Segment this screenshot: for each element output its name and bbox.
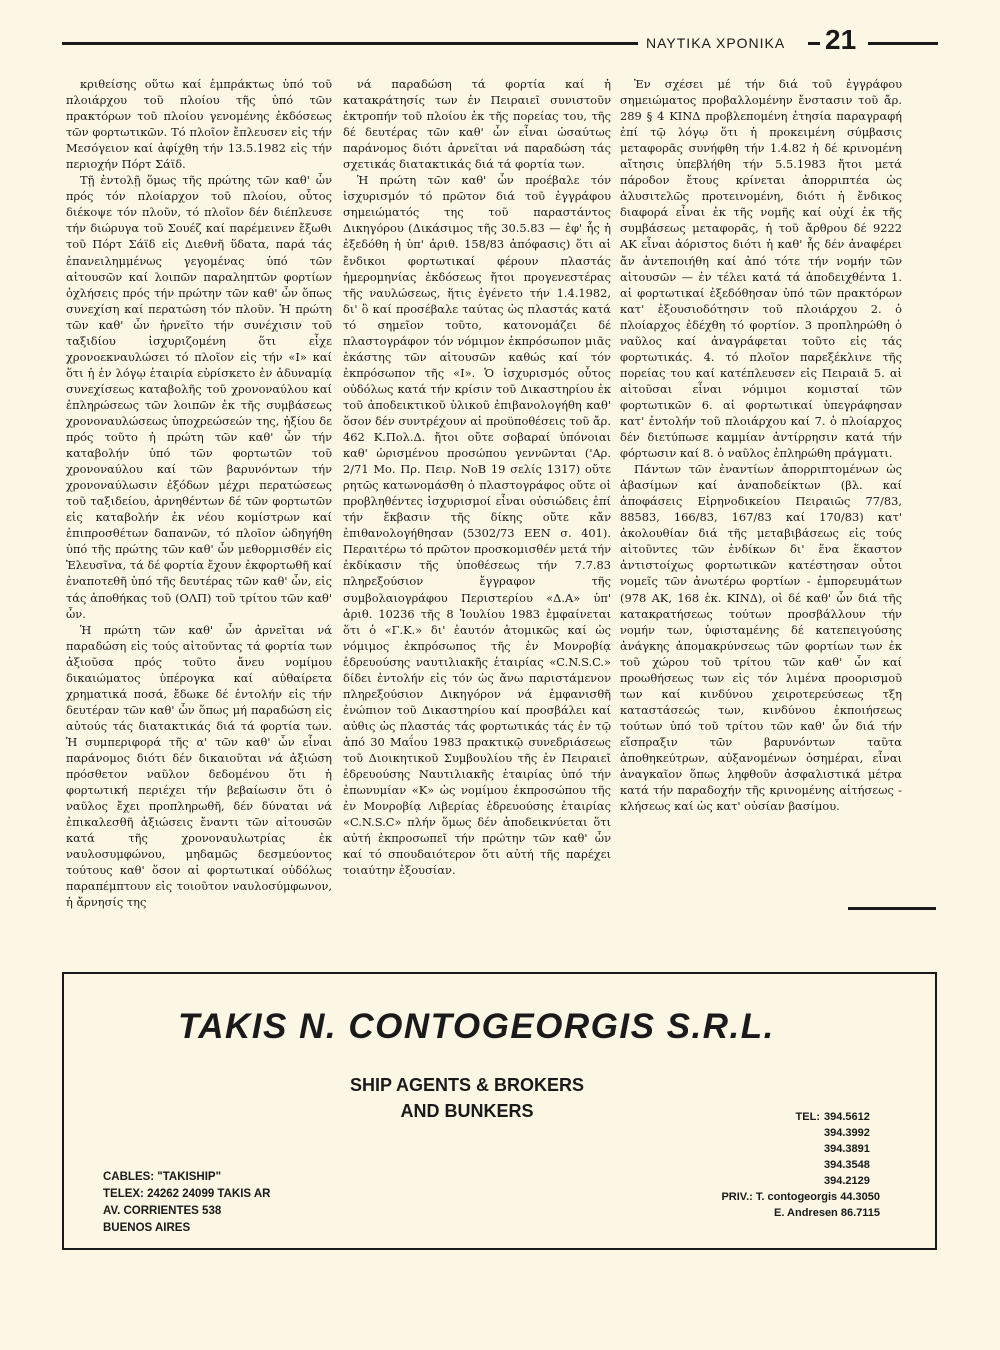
ad-company-name: TAKIS N. CONTOGEORGIS S.R.L. [178, 1007, 775, 1046]
ad-phone-block [690, 1109, 880, 1221]
text-column-3 [620, 76, 902, 814]
text-column-2 [343, 76, 611, 878]
paragraph: νά παραδώση τά φορτία καί ἡ κατακράτησίς των ἐν Πειραιεῖ συνιστοῦν ἐκτροπήν τοῦ πλοίου ἐκ τῆς πορείας του, τῆς δέ δευτέρας τῶν καθ' ὧν εἶναι ὡσαύτως παράνομος διότι ἀρνεῖται νά παραδώση τάς σχετικάς διατακτικάς διά τά φορτία των. [343, 77, 611, 172]
paragraph: Ἡ πρώτη τῶν καθ' ὧν ἀρνεῖται νά παραδώση εἰς τούς αἰτοῦντας τά φορτία των ἀξιοῦσα πρός τοῦτο ἄνευ νομίμου δικαιώματος ὑπέρογκα καί αὐθαίρετα χρηματικά ποσά, ἔδωκε δέ ἐντολήν εἰς τήν δευτέραν τῶν καθ' ὧν ὅπως μή παραδώση εἰς αὐτούς τάς διατακτικάς διά τά φορτία των. Ἡ συμπεριφορά τῆς α' τῶν καθ' ὧν εἶναι παράνομος διότι δέν δικαιοῦται νά ἀξιώση πρόσθετον ναῦλον δεδομένου ὅτι ἡ φορτωτική περιέχει τήν βεβαίωσιν ὅτι ὁ ναῦλος ἔχει προπληρωθῆ, δέν δύναται νά ἐπικαλεσθῆ ἀξιώσεις ἔναντι τῶν αἰτουσῶν κατά τῆς χρονοναυλωτρίας ἐκ ναυλοσυμφώνου, μηδαμῶς δεσμεύοντος τούτους καθ' ὅσον αἱ φορτωτικαί οὐδόλως παραπέμπτουν εἰς τοιοῦτον ναυλοσύμφωνον, ἡ ἄρνησίς της [66, 622, 332, 910]
paragraph: Τῇ ἐντολῇ ὅμως τῆς πρώτης τῶν καθ' ὧν πρός τόν πλοίαρχον τοῦ πλοίου, οὗτος διέκοψε τόν πλοῦν, τό πλοῖον δέν διέπλευσε τήν διώρυγα τοῦ Σουέζ καί παρέμεινεν ἔξωθι τοῦ Πόρτ Σάϊδ εἰς Διεθνῆ ὕδατα, παρά τάς ἐπανειλημμένως γεγομένας ὑπό τῶν αἰτουσῶν καί λοιπῶν παραληπτῶν φορτίων ὀχλήσεις πρός τήν πρώτην τῶν καθ' ὧν ὅπως συνεχίση καί περατώση τόν πλοῦν. Ἡ πρώτη τῶν καθ' ὧν ἠρνεῖτο τήν συνέχισιν τοῦ ταξιδίου ἰσχυριζομένη ὅτι εἶχε χρονοεκναυλώσει τό πλοῖον εἰς τήν «Ι» καί ὅτι ἡ ἐν λόγῳ ἑταιρία εὑρίσκετο ἐν ἀδυναμίᾳ συνεχίσεως καταβολῆς τοῦ χρονοναύλου καί ἐπληρώσεως τῶν λοιπῶν ἐκ τῆς συμβάσεως χρονοναυλώσεως ὑποχρεώσεών της, ἠξίου δε πρός τοῦτο ἡ πρώτη τῶν καθ' ὧν τήν καταβολήν ὑπό τῶν φορτωτῶν τοῦ χρονοναύλου καί τῶν βαρυνόντων τήν χρονοναύλωσιν ἐξόδων μέχρι περατώσεως τοῦ ταξιδείου, ἀρνηθέντων δέ τῶν φορτωτῶν εἰς καταβολήν ἐκ νέου κομίστρων καί ἐπιπροσθέτων δαπανῶν, τό πλοῖον ὡδηγήθη ὑπό τῆς πρώτης τῶν καθ' ὧν μεθορμισθέν εἰς Ἐλευσῖνα, τά δέ φορτία ἔχουν ἐκφορτωθῆ καί ἐναποτεθῆ ὑπό τῆς δευτέρας τῶν καθ' ὧν, εἰς τάς ἀποθήκας τοῦ (ΟΛΠ) τοῦ τρίτου τῶν καθ' ὧν. [66, 173, 332, 621]
ad-telex: TELEX: 24262 24099 TAKIS AR [103, 1188, 271, 1200]
ad-phone-row [690, 1125, 880, 1141]
ad-address-line: AV. CORRIENTES 538 [103, 1205, 222, 1217]
ad-phone-row [690, 1141, 880, 1157]
header-rule [808, 42, 820, 45]
ad-phone-row [690, 1157, 880, 1173]
ad-address-line: BUENOS AIRES [103, 1222, 191, 1234]
header-rule [868, 42, 938, 45]
text-column-1 [66, 76, 332, 910]
ad-phone-row [690, 1173, 880, 1189]
ad-tagline-line: SHIP AGENTS & BROKERS [349, 1075, 585, 1095]
ad-tagline [322, 1072, 612, 1124]
header-rule [62, 42, 638, 45]
ad-tel-number: 394.2129 [824, 1175, 870, 1187]
ad-private-phone: PRIV.: T. contogeorgis 44.3050 [721, 1191, 880, 1203]
article-end-rule [848, 907, 936, 910]
ad-cables: CABLES: "TAKISHIP" [103, 1171, 222, 1183]
ad-tagline-line: AND BUNKERS [400, 1101, 534, 1121]
ad-contact-block [103, 1169, 270, 1237]
paragraph: Ἡ πρώτη τῶν καθ' ὧν προέβαλε τόν ἰσχυρισμόν τό πρῶτον διά τοῦ ἐγγράφου σημειώματός της τοῦ παραστάντος Δικηγόρου (Δικάσιμος τῆς 30.5.83 — ἐφ' ἧς ἡ ἐξεδόθη ἡ ὑπ' ἀριθ. 158/83 ἀπόφασις) ὅτι αἱ ἔνδικοι φορτωτικαί φέρουν πλαστάς ἡμερομηνίας ἐκδόσεως ἤτοι προγενεστέρας τῆς ναυλώσεως, ἥτις ἐγένετο τήν 1.4.1982, δι' ὃ καί προσέβαλε ταύτας ὡς πλαστάς κατά τό σημεῖον τοῦτο, κατονομάζει δέ πλαστογράφον τόν νόμιμον ἐκπρόσωπον μιᾶς ἑκάστης τῶν αἰτουσῶν καθώς καί τόν ἐκπρόσωπον τῆς «Ι». Ὁ ἰσχυρισμός οὗτος οὐδόλως κατά τήν κρίσιν τοῦ Δικαστηρίου ἐκ τοῦ ἀποδεικτικοῦ ὑλικοῦ ἐπιβανολογήθη καθ' ὅσον δέν συντρέχουν αἱ προϋποθέσεις τοῦ ἄρ. 462 Κ.Πολ.Δ. ἤτοι οὔτε σοβαραί ὑπόνοιαι καθ' ὡρισμένου προσώπου γεννῶνται ('Αρ. 2/71 Μο. Πρ. Πειρ. ΝοΒ 19 σελίς 1317) οὔτε ρητῶς κατωνομάσθη ὁ πλαστογράφος οὔτε οἱ προβληθέντες ἰσχυρισμοί εἶναι οὐσιώδεις ἐπί τήν ἔκβασιν τῆς δίκης οὔτε κἄν ἐπιθανολογήθησαν (5302/73 ΕΕΝ σ. 401). Περαιτέρω τό πρῶτον προσκομισθέν μετά τήν ἐκδίκασιν τῆς ὑποθέσεως τήν 7.7.83 πληρεξούσιον ἔγγραφον τῆς συμβολαιογράφου Περιστερίου «Δ.Α» ὑπ' ἀριθ. 10236 τῆς 8 Ἰουλίου 1983 ἐμφαίνεται ὅτι ὁ «Γ.Κ.» δι' ἑαυτόν ἀτομικῶς καί ὡς νόμιμος ἐκπρόσωπος τῆς ἐν Μονροβίᾳ ἑδρευούσης ναυτιλιακῆς ἑταιρίας «C.N.S.C.» δίδει ἐντολήν εἰς τόν ὡς ἄνω παριστάμενον πληρεξούσιον Δικηγόρον νά ἐμφανισθῆ ἐνώπιον τοῦ Δικαστηρίου καί προσβάλει καί αὐθις ὡς πλαστάς τάς φορτωτικάς τάς ἐν τῷ ἀπό 30 Μαΐου 1983 πρακτικῷ συνεδριάσεως τοῦ Διοικητικοῦ Συμβουλίου τῆς ἐν Πειραιεῖ ἑδρευούσης Ναυτιλιακῆς ἑταιρίας ὑπό τήν ἐπωνυμίαν «Κ» ὡς νομίμου ἐκπροσώπου τῆς ἐν Μονροβίᾳ Λιβερίας ἑδρευούσης ἑταιρίας «C.N.S.C» πλήν ὅμως δέν ἀποδεικνύεται ὅτι αὐτή ἐκπροσωπεῖ τήν πρώτην τῶν καθ' ὧν καί τό σπουδαιότερον ὅτι αὐτή τῆς παρέχει τοιαύτην ἐξουσίαν. [343, 173, 611, 878]
ad-phone-row [690, 1109, 880, 1125]
paragraph: Πάντων τῶν ἐναντίων ἀπορριπτομένων ὡς ἀβασίμων καί ἀναποδείκτων (βλ. καί ἀποφάσεις Εἰρηνοδικείου Πειραιῶς 77/83, 88583, 166/83, 167/83 καί 170/83) κατ' ἀκολουθίαν διά τῆς μεταβιβάσεως εἰς τούς αἰτοῦντες τῶν ἐνδίκων δι' ἕνα ἕκαστον ἀντιστοίχως φορτωτικῶν κατέστησαν οὗτοι νομεῖς τῶν ἀνωτέρω φορτίων - ἐμπορευμάτων (978 ΑΚ, 168 ἐκ. ΚΙΝΔ), οἱ δέ καθ' ὧν διά τῆς κατακρατήσεως τούτων προσβάλλουν τήν νομήν των, ὑφισταμένης δέ κατεπειγούσης ἀνάγκης ἀπομακρύνσεως τῶν φορτίων των ἐκ τοῦ χώρου τοῦ τρίτου τῶν καθ' ὧν καί προωθήσεως των εἰς τόν λιμένα προορισμοῦ των καί κινδύνου χειροτερεύσεως τξη καταστάσεώς των, κινδύνου ἐκποιήσεως τούτων ὑπό τοῦ τρίτου τῶν καθ' ὧν διά τήν εἴσπραξιν τῶν βαρυνόντων ταῦτα ἀποθηκεύτρων, αὐξανομένων ὁσημέραι, εἶναι ἀναγκαῖον ὅπως ληφθοῦν ἀσφαλιστικά μέτρα κατά τήν παραδοχήν τῆς κρινομένης αἰτήσεως - κλήσεως καί ὡς κατ' οὐσίαν βασίμου. [620, 462, 902, 814]
ad-tel-number: 394.3891 [824, 1143, 870, 1155]
paragraph: κριθείσης οὕτω καί ἐμπράκτως ὑπό τοῦ πλοιάρχου τοῦ πλοίου τῆς ὑπό τῶν πρακτόρων τοῦ πλοίου γενομένης ἐκδόσεως τῶν φορτωτικῶν. Τό πλοῖον ἔπλευσεν εἰς τήν Μεσόγειον καί ἀφίχθη τήν 13.5.1982 εἰς τήν περιοχήν Πόρτ Σάϊδ. [66, 77, 332, 172]
ad-tel-number: 394.5612 [824, 1111, 870, 1123]
ad-tel-label: TEL: [795, 1111, 820, 1123]
paragraph: Ἐν σχέσει μέ τήν διά τοῦ ἐγγράφου σημειώματος προβαλλομένην ἔνστασιν τοῦ ἄρ. 289 § 4 ΚΙΝΔ προβλεπομένη ἐτησία παραγραφή ἐπί τῷ λόγῳ ὅτι ἡ προκειμένη σύμβασις μεταφορᾶς συνήφθη τήν 1.4.82 ἡ δέ κρινομένη αἴτησις ὑπεβλήθη τήν 5.5.1983 ἤτοι μετά πάροδον ἔτους κρίνεται ἀπορριπτέα ὡς ἀλυσιτελῶς προτεινομένη, διότι ἡ ἔνδικος διαφορά εἶναι ἐκ τῆς νομῆς καί οὐχί ἐκ τῆς συμβάσεως μεταφορᾶς, ἡ τοῦ ἄρθρου δέ 9222 ΑΚ εἶναι ἀόριστος διότι ἡ καθ' ἧς δέν ἀναφέρει ἄν ἀντεποιήθη καί ἀπό τότε τήν νομήν τῶν αἰτουσῶν — ἐν τέλει κατά τά ἀποδειχθέντα 1. αἱ φορτωτικαί ἐξεδόθησαν ὑπό τῶν πρακτόρων κατ' ἐξουσιοδότησιν τοῦ πλοιάρχου 2. ὁ πλοίαρχος ἐδέχθη τό φορτίον. 3 προπληρώθη ὁ ναῦλος καί ἀναγράφεται τοῦτο εἰς τάς φορτωτικάς. 4. τό πλοῖον παρεξέκλινε τῆς πορείας του καί κατέπλευσεν εἰς Πειραιᾶ 5. αἱ αἰτοῦσαι εἶναι νόμιμοι κομισταί τῶν φορτωτικῶν 6. αἱ φορτωτικαί ὑπεγράφησαν κατ' ἐντολήν τοῦ πλοιάρχου καί 7. ὁ πλοίαρχος δέν διετύπωσε καμμίαν ἀντίρρησιν κατά τήν φόρτωσιν καί 8. ὁ ναῦλος ἐπληρώθη πράγματι. [620, 77, 902, 461]
ad-tel-number: 394.3548 [824, 1159, 870, 1171]
page-number: 21 [825, 24, 857, 55]
ad-private-phone: E. Andresen 86.7115 [774, 1207, 880, 1219]
section-title: ΝΑΥΤΙΚΑ ΧΡΟΝΙΚΑ [646, 35, 786, 51]
ad-tel-number: 394.3992 [824, 1127, 870, 1139]
